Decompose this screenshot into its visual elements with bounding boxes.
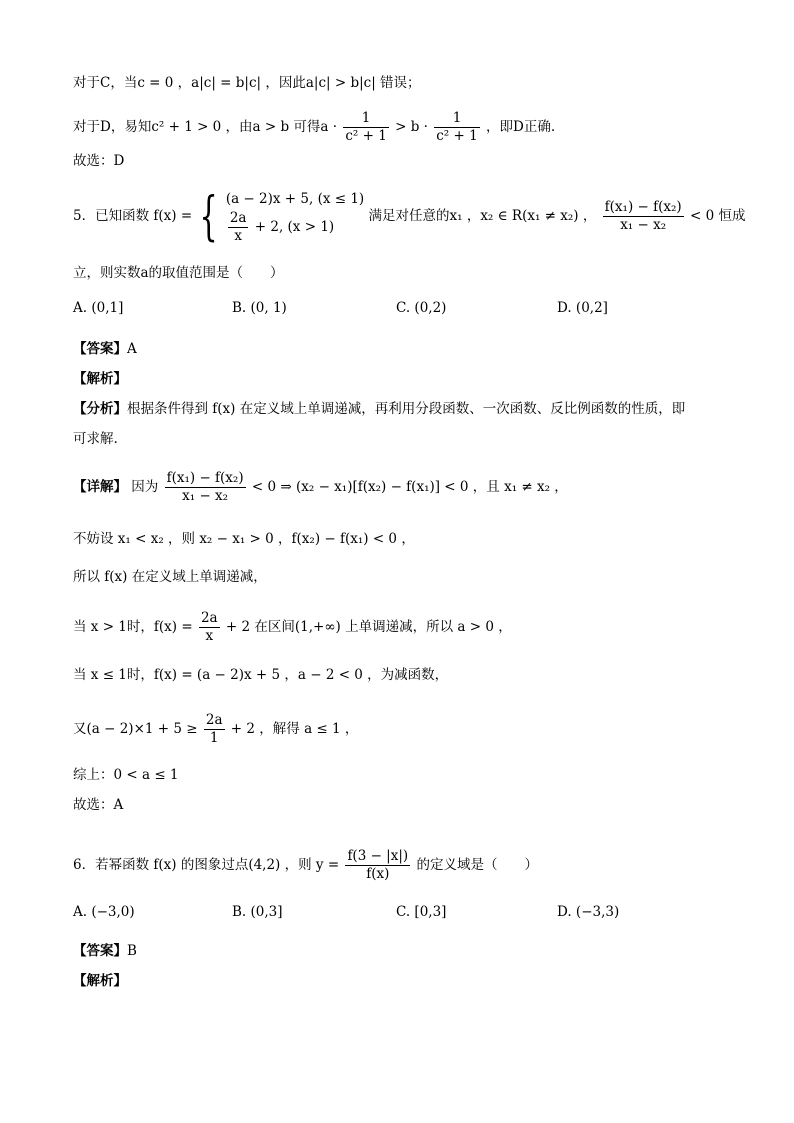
answer-section bbox=[73, 338, 724, 360]
jiexi-section bbox=[73, 970, 724, 992]
jiexi-tag: 【解析】 bbox=[73, 371, 127, 387]
fraction-numerator: f(x₁) − f(x₂) bbox=[166, 470, 244, 486]
fraction-numerator: 1 bbox=[343, 110, 388, 128]
answer-value: B bbox=[127, 943, 137, 959]
question-5-stem-cont: 立，则实数a的取值范围是（ ） bbox=[73, 265, 284, 281]
fraction-numerator: 1 bbox=[434, 110, 479, 128]
option-c: C. [0,3] bbox=[396, 904, 447, 920]
detail-line-4 bbox=[73, 610, 724, 645]
text: 的定义域是（ ） bbox=[416, 857, 538, 873]
text: 满足对任意的x₁ ，x₂ ∈ R(x₁ ≠ x₂) ， bbox=[368, 208, 597, 224]
fraction bbox=[434, 110, 479, 145]
option-b: B. (0,3] bbox=[232, 904, 283, 920]
text: + 2 在区间(1,+∞) 上单调递减，所以 a > 0 ， bbox=[225, 619, 512, 635]
fraction-numerator: f(x₁) − f(x₂) bbox=[604, 199, 682, 215]
jiexi-section bbox=[73, 368, 724, 390]
fraction-denominator: x₁ − x₂ bbox=[620, 217, 667, 233]
case-row: (a − 2)x + 5, (x ≤ 1) bbox=[225, 191, 365, 207]
text: 因为 bbox=[131, 479, 159, 495]
option-d: D. (−3,3) bbox=[557, 904, 620, 920]
analysis-line bbox=[73, 398, 724, 420]
fraction-numerator: 2a bbox=[229, 210, 247, 226]
solution-line-d bbox=[73, 110, 724, 145]
text: ，即D正确. bbox=[486, 119, 556, 135]
fraction bbox=[165, 470, 246, 505]
text: 当 x > 1时，f(x) = bbox=[73, 619, 193, 635]
option-b: B. (0, 1) bbox=[232, 300, 287, 316]
text: 对于D，易知c² + 1 > 0 ，由a > b 可得a · bbox=[73, 119, 338, 135]
text: > b · bbox=[395, 119, 428, 135]
detail-line-6 bbox=[73, 712, 724, 747]
brace-icon: { bbox=[199, 186, 219, 247]
option-a: A. (−3,0) bbox=[73, 904, 135, 920]
text: 根据条件得到 f(x) 在定义域上单调递减，再利用分段函数、一次函数、反比例函数的性质，即 bbox=[127, 401, 686, 417]
case-row bbox=[226, 210, 364, 245]
analysis-line-cont: 可求解. bbox=[73, 431, 118, 447]
question-6-stem bbox=[73, 848, 724, 883]
option-d: D. (0,2] bbox=[557, 300, 608, 316]
text: + 2, (x > 1) bbox=[254, 219, 335, 235]
detail-line-7: 综上：0 < a ≤ 1 bbox=[73, 767, 179, 783]
detail-line bbox=[73, 470, 724, 505]
fraction bbox=[345, 848, 410, 883]
text: < 0 恒成 bbox=[689, 208, 746, 224]
detail-line-3: 所以 f(x) 在定义域上单调递减， bbox=[73, 569, 267, 585]
detail-tag: 【详解】 bbox=[73, 479, 127, 495]
fraction bbox=[343, 110, 388, 145]
detail-line-5: 当 x ≤ 1时，f(x) = (a − 2)x + 5 ，a − 2 < 0 ，为减函数， bbox=[73, 667, 449, 683]
text: < 0 ⇒ (x₂ − x₁)[f(x₂) − f(x₁)] < 0 ，且 x₁ ≠ x₂ ， bbox=[251, 479, 568, 495]
solution-line-c: 对于C，当c = 0 ，a|c| = b|c| ，因此a|c| > b|c| 错误； bbox=[73, 75, 421, 91]
text: 6．若幂函数 f(x) 的图象过点(4,2) ，则 y = bbox=[73, 857, 340, 873]
fraction-denominator: c² + 1 bbox=[345, 128, 387, 144]
fraction-numerator: 2a bbox=[205, 712, 223, 728]
fraction bbox=[204, 712, 225, 747]
piecewise-cases bbox=[226, 188, 364, 245]
fraction-numerator: f(3 − |x|) bbox=[347, 848, 409, 864]
answer-line: 故选：D bbox=[73, 153, 125, 169]
fraction-denominator: x bbox=[205, 628, 214, 644]
analysis-tag: 【分析】 bbox=[73, 401, 127, 417]
answer-tag: 【答案】 bbox=[73, 341, 127, 357]
text: + 2 ，解得 a ≤ 1 ， bbox=[230, 721, 359, 737]
detail-line-2: 不妨设 x₁ < x₂ ，则 x₂ − x₁ > 0 ，f(x₂) − f(x₁) < 0 ， bbox=[73, 531, 415, 547]
answer-value: A bbox=[127, 341, 137, 357]
answer-tag: 【答案】 bbox=[73, 943, 127, 959]
fraction-denominator: x₁ − x₂ bbox=[182, 488, 229, 504]
fraction-denominator: f(x) bbox=[366, 866, 390, 882]
fraction-denominator: c² + 1 bbox=[436, 128, 478, 144]
fraction bbox=[228, 210, 249, 245]
question-5-stem bbox=[73, 186, 746, 247]
text: 5．已知函数 f(x) = bbox=[73, 208, 193, 224]
detail-line-8: 故选：A bbox=[73, 797, 124, 813]
jiexi-tag: 【解析】 bbox=[73, 973, 127, 989]
text: 又(a − 2)×1 + 5 ≥ bbox=[73, 721, 198, 737]
fraction-denominator: 1 bbox=[209, 730, 219, 746]
answer-section bbox=[73, 940, 724, 962]
fraction-numerator: 2a bbox=[200, 610, 218, 626]
fraction bbox=[603, 199, 684, 234]
option-c: C. (0,2) bbox=[396, 300, 447, 316]
option-a: A. (0,1] bbox=[73, 300, 124, 316]
fraction bbox=[199, 610, 220, 645]
fraction-denominator: x bbox=[234, 228, 242, 244]
